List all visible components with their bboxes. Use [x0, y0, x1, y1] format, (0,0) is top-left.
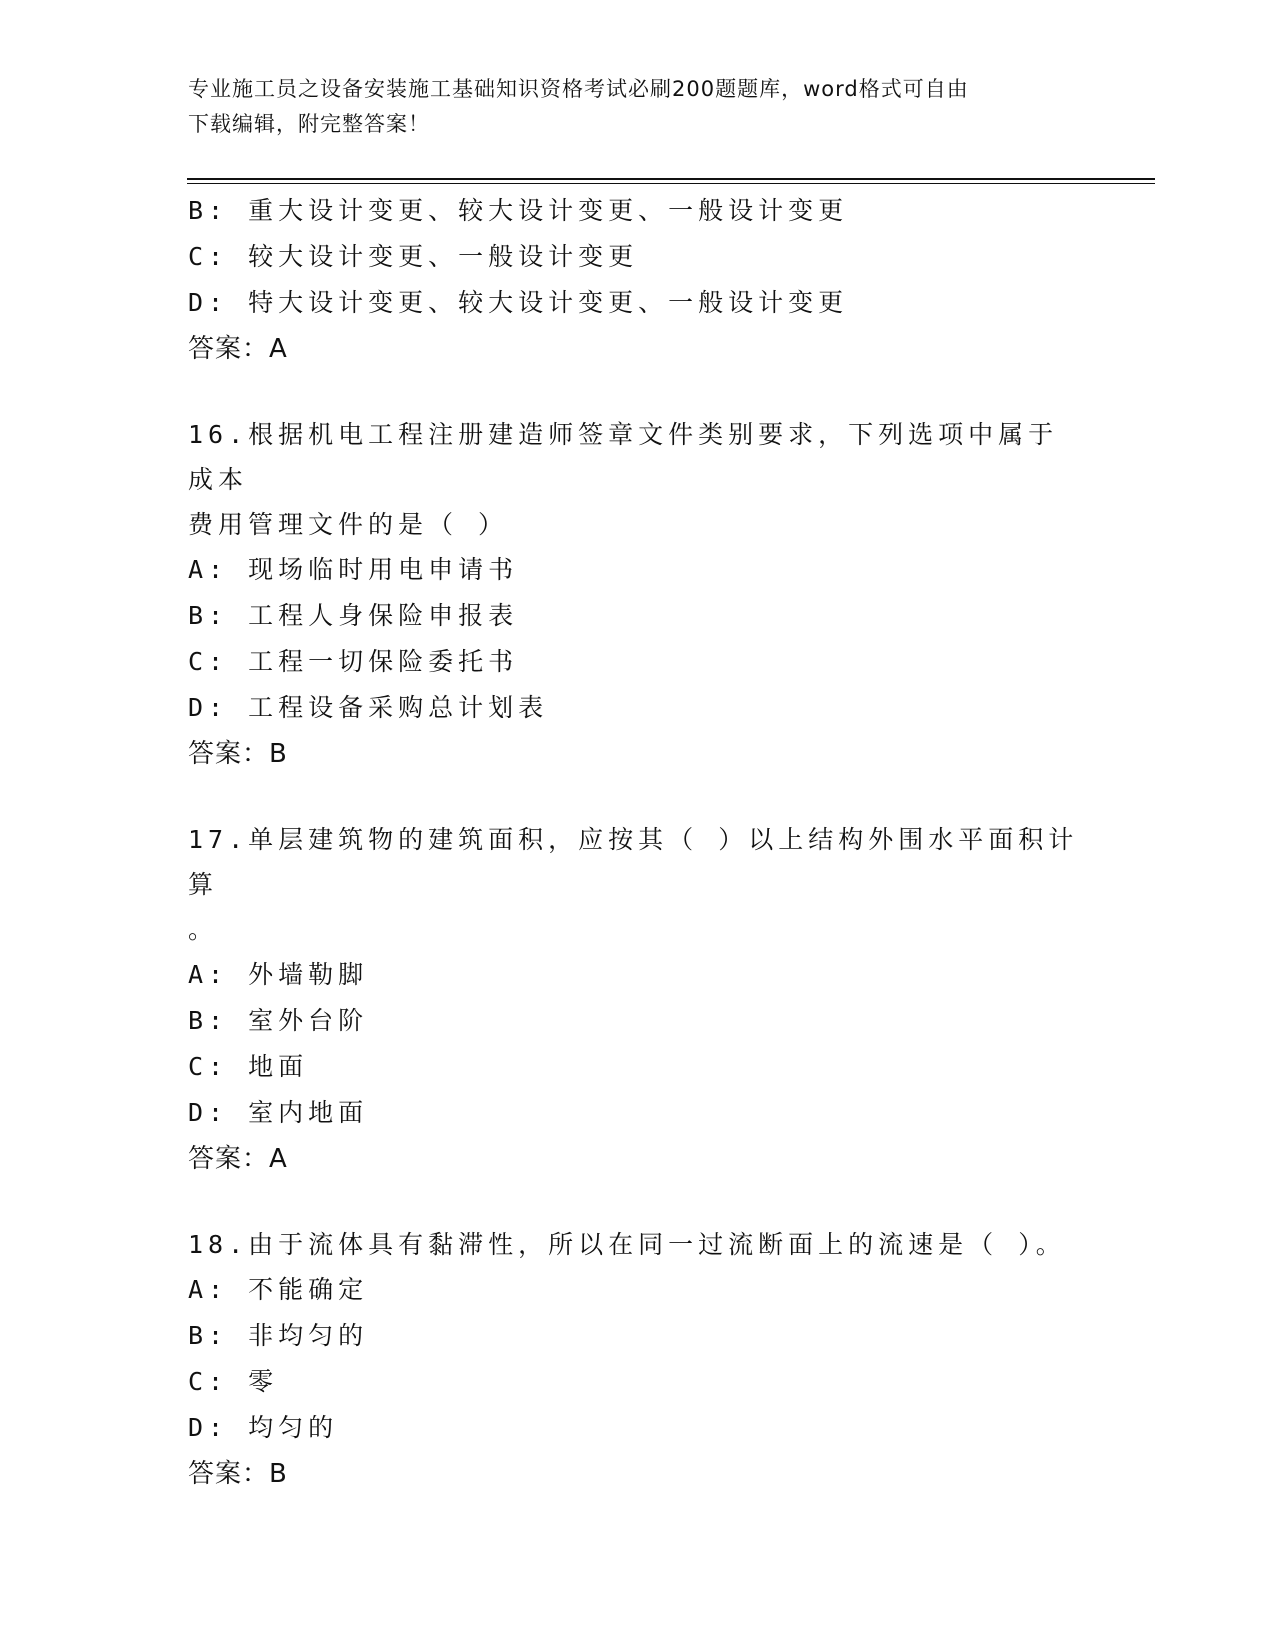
option-d: D: 特大设计变更、较大设计变更、一般设计变更 — [188, 288, 849, 317]
answer-line: 答案：B — [188, 739, 288, 769]
option-b: B: 重大设计变更、较大设计变更、一般设计变更 — [188, 196, 849, 225]
question-stem-line-1: 17.单层建筑物的建筑面积，应按其（ ）以上结构外围水平面积计算 — [188, 825, 1079, 899]
answer-line: 答案：B — [188, 1459, 288, 1489]
answer-line: 答案：A — [188, 1144, 288, 1174]
question-15-partial — [188, 188, 1088, 372]
option-d: D: 室内地面 — [188, 1098, 369, 1127]
document-body — [188, 188, 1088, 1497]
option-d: D: 工程设备采购总计划表 — [188, 693, 549, 722]
option-c: C: 工程一切保险委托书 — [188, 647, 519, 676]
header-divider-thick — [187, 178, 1155, 180]
option-a: A: 外墙勒脚 — [188, 960, 369, 989]
option-c: C: 地面 — [188, 1052, 309, 1081]
option-b: B: 室外台阶 — [188, 1006, 369, 1035]
option-a: A: 现场临时用电申请书 — [188, 555, 519, 584]
question-stem-line-1: 18.由于流体具有黏滞性，所以在同一过流断面上的流速是（ ）。 — [188, 1230, 1066, 1259]
header-line-2: 下载编辑，附完整答案！ — [188, 112, 430, 136]
option-d: D: 均匀的 — [188, 1413, 339, 1442]
header-line-1: 专业施工员之设备安装施工基础知识资格考试必刷200题题库，word格式可自由 — [188, 77, 969, 101]
spacer — [188, 1182, 1088, 1222]
question-16 — [188, 412, 1088, 777]
question-18 — [188, 1222, 1088, 1497]
document-header — [188, 72, 1068, 142]
option-c: C: 零 — [188, 1367, 279, 1396]
header-divider-thin — [187, 183, 1155, 184]
question-stem-line-2: 费用管理文件的是（ ） — [188, 510, 509, 539]
question-17 — [188, 817, 1088, 1182]
question-stem-line-1: 16.根据机电工程注册建造师签章文件类别要求，下列选项中属于成本 — [188, 420, 1059, 494]
spacer — [188, 372, 1088, 412]
spacer — [188, 777, 1088, 817]
option-c: C: 较大设计变更、一般设计变更 — [188, 242, 639, 271]
option-b: B: 非均匀的 — [188, 1321, 369, 1350]
question-stem-line-2: 。 — [188, 915, 219, 944]
option-b: B: 工程人身保险申报表 — [188, 601, 519, 630]
answer-line: 答案：A — [188, 334, 288, 364]
option-a: A: 不能确定 — [188, 1275, 369, 1304]
